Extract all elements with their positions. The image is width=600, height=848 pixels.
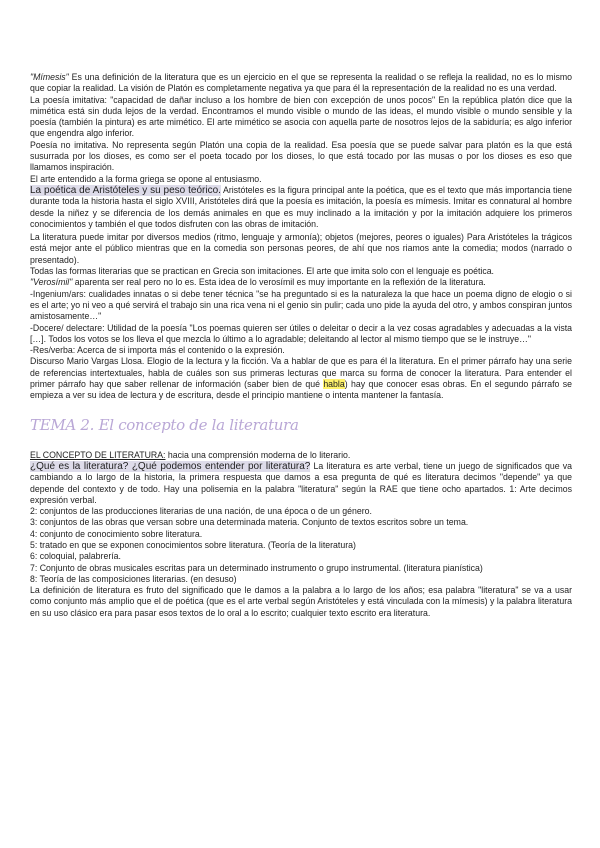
entusiasmo-paragraph: El arte entendido a la forma griega se opone al entusiasmo. xyxy=(30,173,262,184)
aristoteles-highlight: La poética de Aristóteles y su peso teórico. xyxy=(30,184,221,196)
closing-paragraph: La definición de literatura es fruto del significado que le damos a la palabra a lo largo de los años; esa palabra "literatura" se va a usar como conjunto más amplio que el de poética (que es el arte verbal según Aristóteles y está vinculada con la mímesis) y la palabra literatura en su uso clásico era para pasar esos textos de lo oral a lo escrito; cualquier texto escrito era literatura. xyxy=(30,585,572,618)
concepto-text: hacia una comprensión moderna de lo literario. xyxy=(165,449,351,460)
list-item: 8: Teoría de las composiciones literarias. (en desuso) xyxy=(30,573,237,584)
docere-paragraph: -Docere/ delectare: Utilidad de la poesía "Los poemas quieren ser útiles o deleitar o decir a la vez cosas agradables y adecuadas a la vista […]. Todos los votos se los lleva el que mezcla lo último a lo agradable; deleitando al lector al mismo tiempo que se le instruye…" xyxy=(30,322,572,344)
mimesis-definition: Es una definición de la literatura que es un ejercicio en el que se representa la realidad o se refleja la realidad, no es lo mismo que copiar la realidad. La visión de Platón es completamente negativa ya que para él la representación de la realidad no es una verdad. xyxy=(30,72,572,94)
concepto-paragraph xyxy=(30,450,572,461)
list-item: 6: coloquial, palabrería. xyxy=(30,551,121,562)
discurso-text-after: ) hay que conocer esas obras. En el segundo párrafo se empieza a ver su idea de lectura y de escritura, desde el principio mantiene o intenta mantener la fantasía. xyxy=(30,379,572,401)
aristoteles-paragraph xyxy=(30,185,572,230)
list-item: 2: conjuntos de las producciones literarias de una nación, de una época o de un género. xyxy=(30,506,372,517)
question-paragraph xyxy=(30,461,572,506)
discurso-highlight: habla xyxy=(323,379,345,390)
list-item: 5: tratado en que se exponen conocimientos sobre literatura. (Teoría de la literatura) xyxy=(30,539,356,550)
mimesis-term: "Mímesis" xyxy=(30,72,69,82)
discurso-text-before: Discurso Mario Vargas Llosa. Elogio de la lectura y la ficción. Va a hablar de que es para él la literatura. En el primer párrafo hay una serie de referencias intertextuales, habla de cuáles son sus primeras lecturas que marca su forma de conocer la literatura. Para entender el primer párrafo hay que saber rellenar de información (saber bien de qué xyxy=(30,356,572,390)
verosimil-definition: aparenta ser real pero no lo es. Esta idea de lo verosímil es muy importante en la reflexión de la literatura. xyxy=(72,277,486,288)
tema-2-title: TEMA 2. El concepto de la literatura xyxy=(30,415,299,434)
verosimil-term: "Verosímil" xyxy=(30,277,73,288)
list-item: 7: Conjunto de obras musicales escritas para un determinado instrumento o grupo instrumental. (literatura pianística) xyxy=(30,562,483,573)
poesia-imitativa-paragraph: La poesía imitativa: "capacidad de dañar incluso a los hombre de bien con excepción de unos pocos" En la república platón dice que la mimética está sin duda lejos de la verdad. Encontramos el mundo visible o mundo de las ideas, el mundo visible o mundo sensible y la poesía (también la pintura) es arte mimético. El arte mimético se asocia con aquella parte de nosotros lejos de la sabiduría; es algo inferior que engendra algo inferior. xyxy=(30,94,572,139)
discurso-paragraph xyxy=(30,356,572,401)
list-item: 3: conjuntos de las obras que versan sobre una determinada materia. Conjunto de textos escritos sobre un tema. xyxy=(30,517,469,528)
aristoteles-text: Aristóteles es la figura principal ante la poética, que es el texto que más importancia tiene durante toda la historia hasta el siglo XVIII, Aristóteles dirá que la poesía es imitación, la poesía es mímesis. Imitar es connatural al hombre desde la niñez y se diferencia de los demás animales en que es muy inclinado a la imitación y por la imitación adquiere los primeros conocimientos y también el que todos disfruten con las obras de imitación. xyxy=(30,184,572,229)
concepto-label: EL CONCEPTO DE LITERATURA: xyxy=(30,449,166,460)
verosimil-paragraph xyxy=(30,277,572,288)
question-text: La literatura es arte verbal, tiene un juego de significados que va cambiando a lo largo de la historia, la primera respuesta que damos a esa pregunta de qué es literatura decimos "depende" ya que depende del contexto y de todo. Hay una polisemia en la palabra "literatura" según la RAE que tiene ocho apartados. 1: Arte decimos expresión verbal. xyxy=(30,460,572,505)
res-verba-paragraph: -Res/verba: Acerca de si importa más el contenido o la expresión. xyxy=(30,345,285,356)
document-page xyxy=(30,72,572,619)
poesia-no-imitativa-paragraph: Poesía no imitativa. No representa según Platón una copia de la realidad. Esa poesía que se puede salvar para platón es la que está susurrada por los dioses, es como ser el poeta tocado por los dioses, lo que está tocado por las musas o por los dioses es eso que llamamos inspiración. xyxy=(30,139,572,173)
mimesis-paragraph xyxy=(30,72,572,95)
ingenium-paragraph: -Ingenium/ars: cualidades innatas o si debe tener técnica "se ha preguntado si es la naturaleza la que hace un poema digno de elogio o si es el arte; yo ni veo a qué servirá el trabajo sin una rica vena ni el genio sin pulir; cada uno pide la ayuda del otro, y ambos conspiran juntos amistosamente…" xyxy=(30,288,572,322)
formas-paragraph: Todas las formas literarias que se practican en Grecia son imitaciones. El arte que imita solo con el lenguaje es poética. xyxy=(30,266,494,277)
question-highlight: ¿Qué es la literatura? ¿Qué podemos entender por literatura? xyxy=(30,460,311,472)
medios-paragraph: La literatura puede imitar por diversos medios (ritmo, lenguaje y armonía); objetos (mejores, peores o iguales) Para Aristóteles la trágicos está mejor ante el público mientras que en la comedia son personas peores, de ahí que nos riamos ante la comedia; modos (narrado o presentado). xyxy=(30,232,572,265)
list-item: 4: conjunto de conocimiento sobre literatura. xyxy=(30,528,203,539)
